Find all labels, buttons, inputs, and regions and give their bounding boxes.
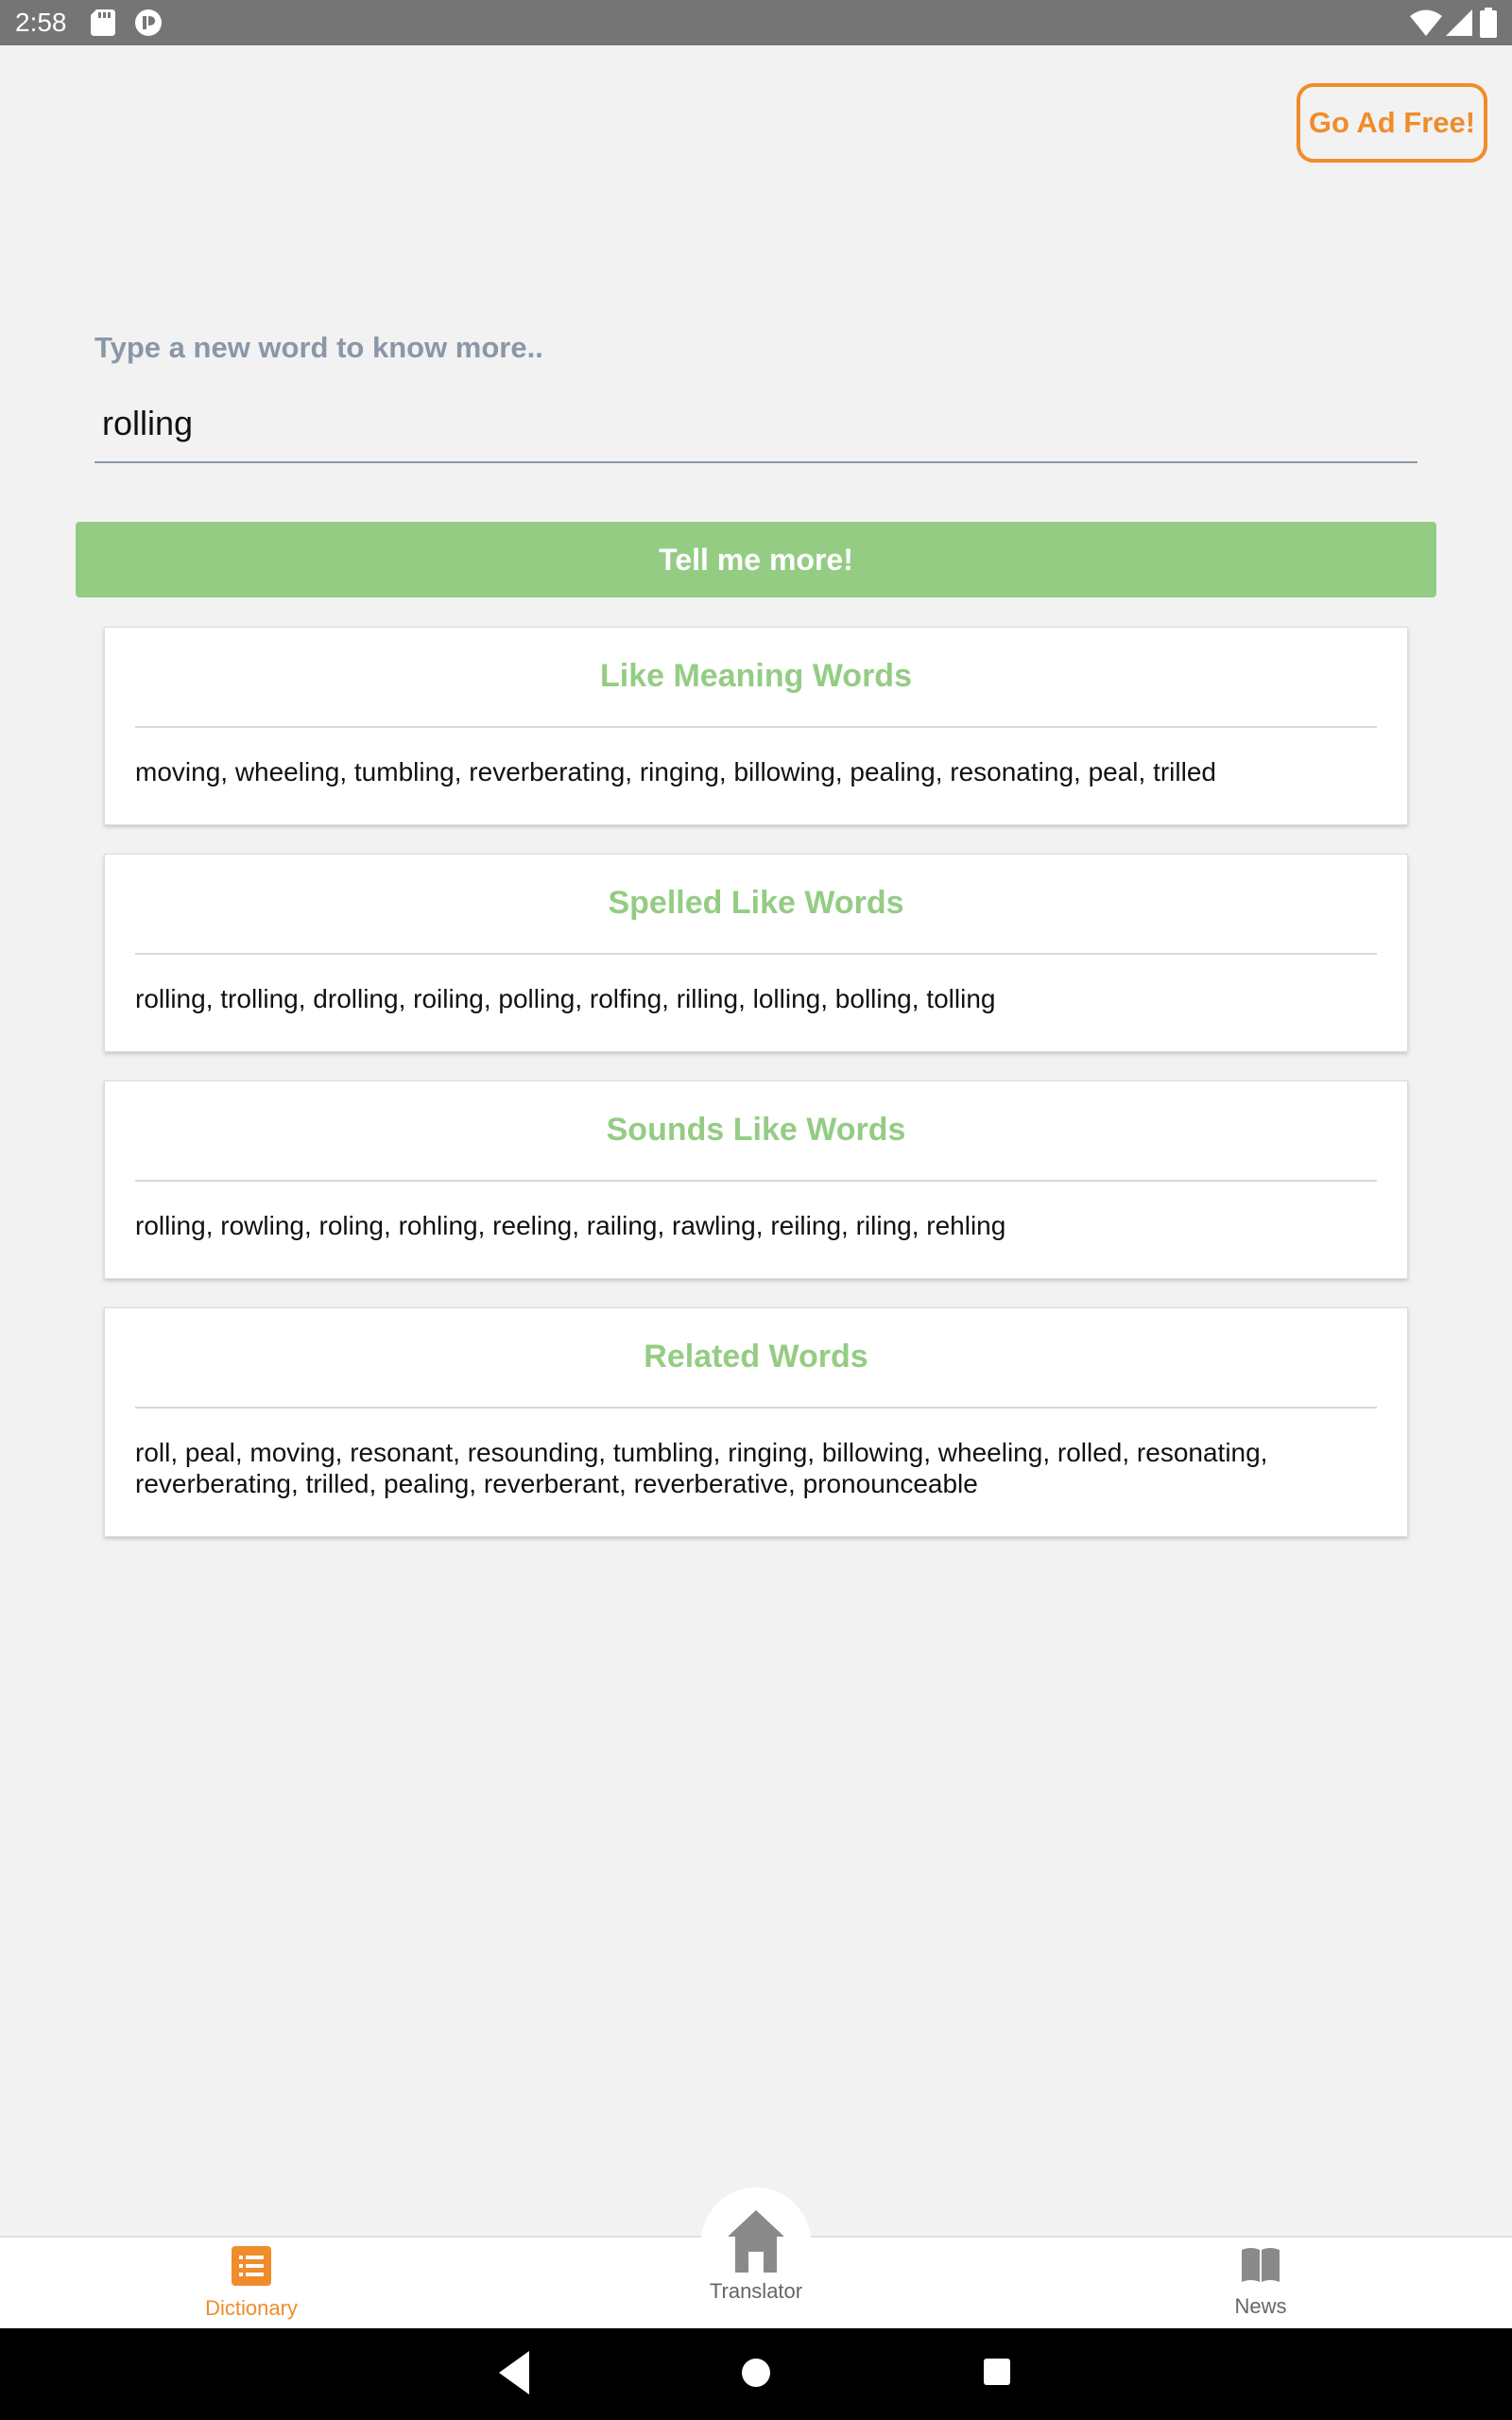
tell-me-more-button[interactable]: Tell me more!: [76, 522, 1436, 597]
home-icon: [726, 2208, 786, 2274]
card-words: rolling, trolling, drolling, roiling, polling, rolfing, rilling, lolling, bolling, tolling: [135, 984, 996, 1013]
card-title: Spelled Like Words: [608, 885, 904, 921]
like-meaning-words-card: [104, 627, 1408, 825]
card-words: rolling, rowling, roling, rohling, reeling, railing, rawling, reiling, riling, rehling: [135, 1211, 1006, 1240]
sounds-like-words-card: [104, 1080, 1408, 1279]
app-notification-icon: [134, 9, 163, 37]
card-words: roll, peal, moving, resonant, resounding, tumbling, ringing, billowing, wheeling, rolled, resonating, reverberating, trilled, pealing, reverberant, reverberative, pronounceable: [135, 1438, 1268, 1498]
back-icon[interactable]: [495, 2349, 533, 2396]
home-circle-icon[interactable]: [736, 2353, 776, 2393]
system-navigation-bar: [0, 2328, 1512, 2420]
related-words-card: [104, 1307, 1408, 1537]
list-icon: [232, 2246, 271, 2286]
tab-dictionary-label: Dictionary: [205, 2296, 298, 2320]
status-bar: [0, 0, 1512, 45]
tab-dictionary[interactable]: [157, 2246, 346, 2321]
recents-icon[interactable]: [982, 2357, 1012, 2387]
battery-icon: [1480, 8, 1497, 38]
spelled-like-words-card: [104, 854, 1408, 1052]
wifi-icon: [1410, 9, 1442, 36]
tab-translator[interactable]: [662, 2208, 850, 2304]
word-search-input[interactable]: [94, 386, 1418, 463]
go-ad-free-button[interactable]: Go Ad Free!: [1297, 83, 1487, 163]
tab-translator-label: Translator: [709, 2279, 803, 2303]
tab-news[interactable]: [1166, 2246, 1355, 2319]
card-divider: [135, 1180, 1377, 1182]
card-words: moving, wheeling, tumbling, reverberating, ringing, billowing, pealing, resonating, peal, trilled: [135, 757, 1216, 786]
card-divider: [135, 1407, 1377, 1409]
search-label: Type a new word to know more..: [94, 331, 543, 364]
card-title: Like Meaning Words: [600, 658, 912, 694]
sd-card-icon: [91, 9, 115, 36]
card-title: Related Words: [644, 1339, 868, 1374]
card-divider: [135, 953, 1377, 955]
status-time: 2:58: [15, 8, 67, 37]
card-title: Sounds Like Words: [606, 1112, 906, 1148]
book-icon: [1240, 2246, 1281, 2284]
signal-icon: [1446, 9, 1472, 36]
card-divider: [135, 726, 1377, 728]
tab-news-label: News: [1234, 2294, 1287, 2318]
